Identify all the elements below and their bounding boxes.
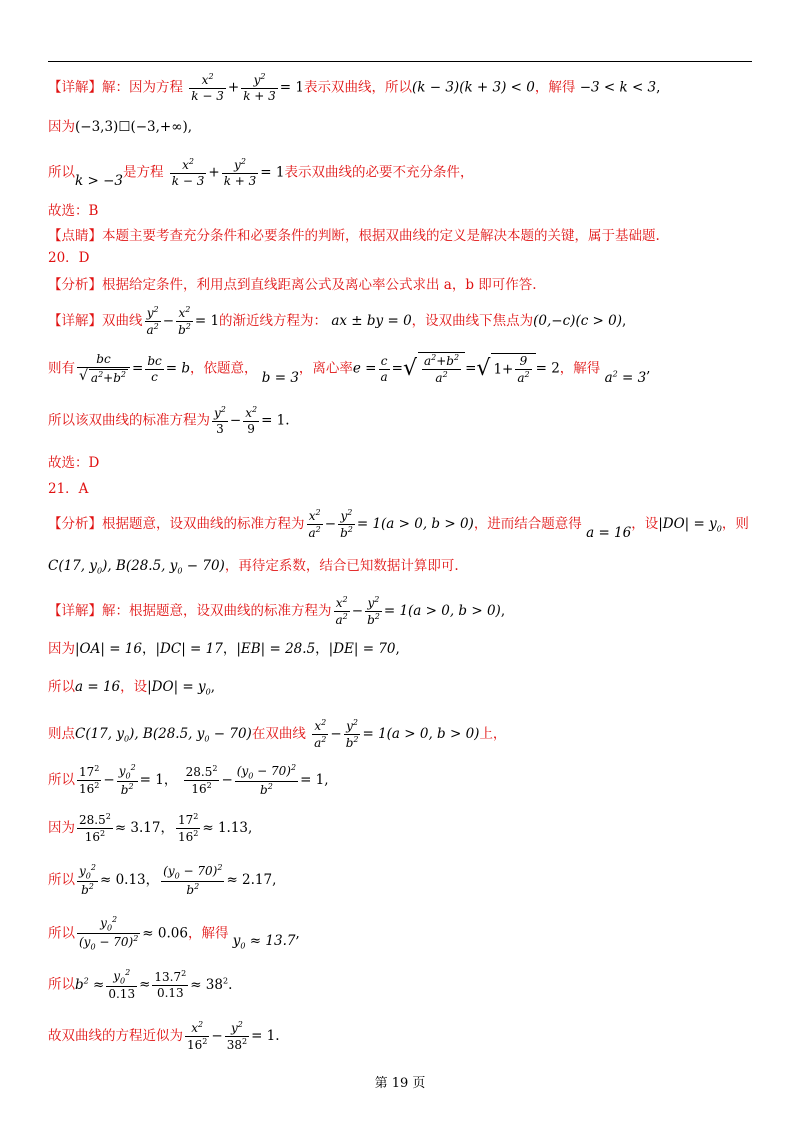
solution-line-4: 故选：B (48, 203, 99, 219)
formula: $\frac{y_0^2}{(y_0 - 70)^2}$ (79, 915, 139, 952)
formula: $\frac{x^2}{k - 3}$ (171, 157, 205, 188)
formula: $\frac{bc}{√ a^2+b^2}$ (77, 352, 130, 386)
formula: k > −3 (75, 172, 123, 189)
formula: $\frac{y^2}{a^2}$ (146, 305, 159, 337)
question-20-header: 20．D (48, 250, 90, 266)
comment-line: 【点睛】本题主要考查充分条件和必要条件的判断，根据双曲线的定义是解决本题的关键，属于基础题. (48, 228, 660, 244)
solution-line-22: 所以 $\frac{y_0^2}{(y_0 - 70)^2}$ ≈ 0.06，解得 $y_0 \approx 13.7$, (48, 915, 300, 952)
question-21-header: 21．A (48, 481, 89, 497)
solution-line-24: 故双曲线的方程近似为 $\frac{x^2}{16^2}$ − $\frac{y^2}{38^2}$ = 1. (48, 1020, 280, 1052)
formula: −3 < k < 3 (579, 79, 657, 96)
section-tag: 【详解】 (48, 79, 102, 96)
analysis-line: 【分析】根据给定条件，利用点到直线距离公式及离心率公式求出 a，b 即可作答. (48, 277, 537, 293)
formula: $\frac{x^2}{a^2}$ (308, 508, 321, 540)
formula: |OA| = 16 (75, 641, 142, 657)
formula: $\frac{x^2}{a^2}$ (335, 595, 348, 627)
formula: (k − 3)(k + 3) < 0 (412, 79, 535, 96)
solution-line-15: 【详解】解：根据题意，设双曲线的标准方程为 $\frac{x^2}{a^2}$ − $\frac{y^2}{b^2}$ = 1(a > 0, b > 0), (48, 595, 506, 627)
solution-line-3: 所以k > −3是方程 $\frac{x^2}{k - 3}$ + $\frac{y^2}{k + 3}$ = 1表示双曲线的必要不充分条件， (48, 157, 474, 189)
formula: a = 16 (75, 679, 121, 695)
formula: C(17, $y_0$), B(28.5, $y_0 - 70$) (75, 726, 252, 744)
solution-line-23: 所以$b^2$ ≈ $\frac{y_0^2}{0.13}$ ≈ $\frac{13.7^2}{0.13}$ ≈ $38^2$. (48, 968, 233, 1002)
solution-line-8: 【详解】双曲线 $\frac{y^2}{a^2}$ − $\frac{x^2}{b^2}$ = 1的渐近线方程为： ax ± by = 0，设双曲线下焦点为(0,−c)(c > 0), (48, 305, 627, 337)
solution-line-2: 因为(−3,3)☐(−3,+∞), (48, 119, 193, 135)
formula: $\frac{17^2}{16^2}$ (79, 764, 100, 797)
solution-line-9: 则有 $\frac{bc}{√ a^2+b^2}$ = $\frac{bc}{c}$ = b，依题意， b = 3，离心率e = $\frac{c}{a}$ =√ $\frac{a^2+b^2}{a^2}$ =√ 1+ $\frac{9}{a^2}$ = 2，解得 $a^2 = 3$, (48, 352, 651, 386)
solution-line-17: 所以a = 16，设$|DO| = y_0$, (48, 679, 216, 697)
formula: $\frac{28.5^2}{16^2}$ (79, 812, 111, 844)
formula: $b^2$ ≈ (75, 976, 105, 993)
formula: C(17, $y_0$), B(28.5, $y_0 - 70$) (48, 558, 225, 576)
solution-line-1: 【详解】解：因为方程 $\frac{x^2}{k - 3}$ + $\frac{y^2}{k + 3}$ = 1表示双曲线，所以(k − 3)(k + 3) < 0，解得 −3 < k < 3, (48, 72, 661, 103)
analysis-line-21: 【分析】根据题意，设双曲线的标准方程为 $\frac{x^2}{a^2}$ − $\frac{y^2}{b^2}$ = 1(a > 0, b > 0)，进而结合题意得 a = 16，设$|DO| = y_0$，则 (48, 508, 749, 541)
solution-line-21: 所以 $\frac{y_0^2}{b^2}$ ≈ 0.13， $\frac{(y_0 - 70)^2}{b^2}$ ≈ 2.17, (48, 863, 277, 898)
page-number: 第 19 页 (374, 1076, 426, 1091)
formula: $\frac{y^2}{3}$ (214, 405, 226, 436)
solution-line-10: 所以该双曲线的标准方程为 $\frac{y^2}{3}$ − $\frac{x^2}{9}$ = 1. (48, 405, 290, 436)
header-rule (48, 61, 752, 62)
formula: (−3,3) (75, 119, 119, 135)
solution-line-20: 因为 $\frac{28.5^2}{16^2}$ ≈ 3.17， $\frac{17^2}{16^2}$ ≈ 1.13, (48, 812, 253, 844)
formula: $\frac{x^2}{k - 3}$ (191, 72, 224, 103)
formula: $\frac{x^2}{16^2}$ (187, 1020, 208, 1052)
analysis-line-21b: C(17, $y_0$), B(28.5, $y_0 - 70$)，再待定系数，结合已知数据计算即可. (48, 558, 459, 576)
solution-line-19: 所以 $\frac{17^2}{16^2}$ − $\frac{y_0^2}{b^2}$ = 1， $\frac{28.5^2}{16^2}$ − $\frac{(y_0 - 70)^2}{b^2}$ = 1, (48, 763, 329, 798)
solution-line-16: 因为|OA| = 16，|DC| = 17，|EB| = 28.5，|DE| = 70, (48, 641, 400, 657)
solution-line-18: 则点C(17, $y_0$), B(28.5, $y_0 - 70$)在双曲线 $\frac{x^2}{a^2}$ − $\frac{y^2}{b^2}$ = 1(a > 0, b > 0)上， (48, 718, 507, 750)
formula: $\frac{y_0^2}{b^2}$ (79, 863, 96, 898)
solution-line-11: 故选：D (48, 455, 100, 471)
